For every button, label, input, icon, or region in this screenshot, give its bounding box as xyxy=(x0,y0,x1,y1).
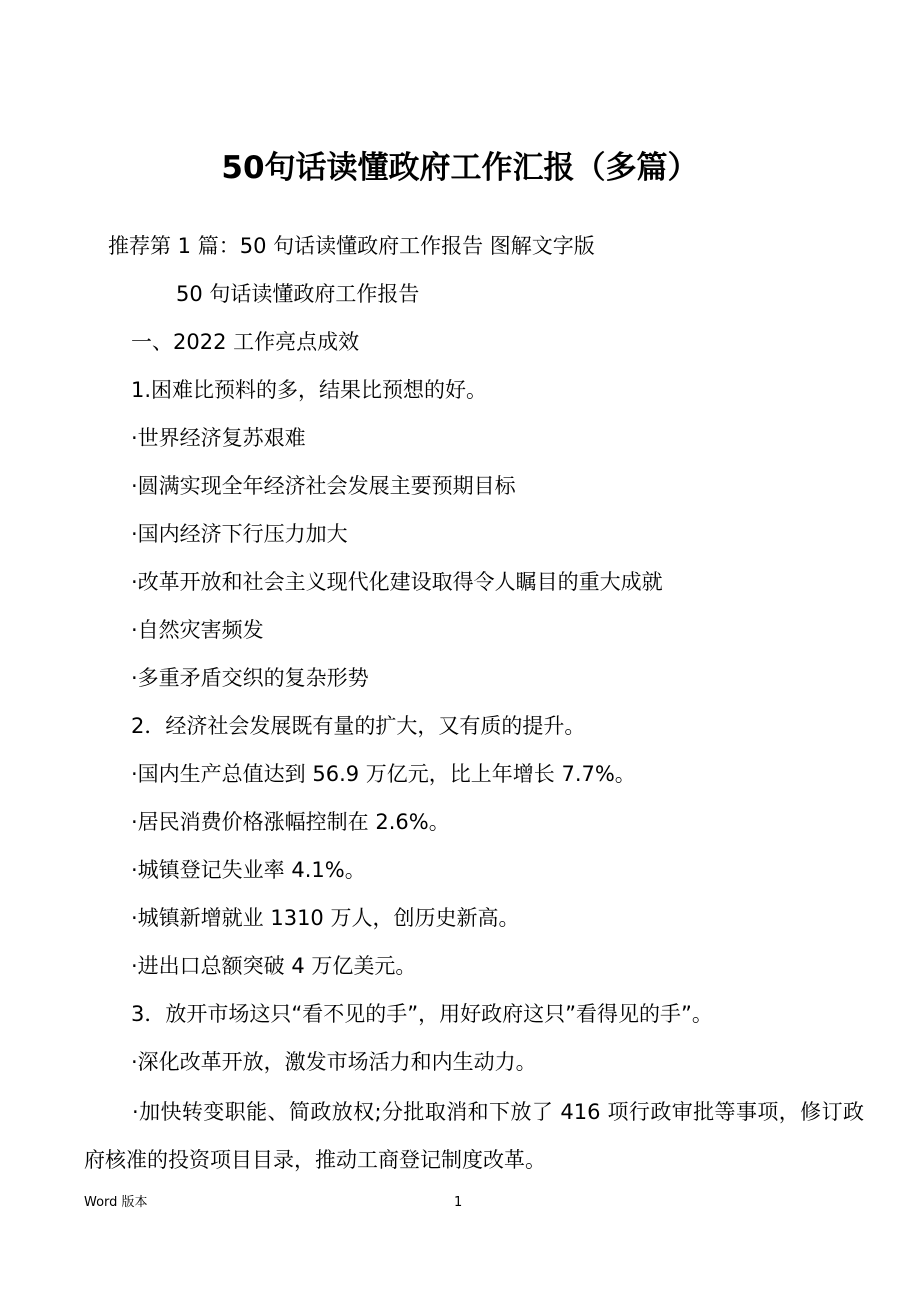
list-item: ·进出口总额突破 4 万亿美元。 xyxy=(131,954,417,978)
list-item: ·改革开放和社会主义现代化建设取得令人瞩目的重大成就 xyxy=(131,570,663,594)
list-heading-2: 2．经济社会发展既有量的扩大，又有质的提升。 xyxy=(131,714,586,738)
list-item: ·自然灾害频发 xyxy=(131,618,264,642)
document-title: 50句话读懂政府工作汇报（多篇） xyxy=(221,150,699,186)
list-heading-1: 1.困难比预料的多，结果比预想的好。 xyxy=(131,378,488,402)
list-item: ·居民消费价格涨幅控制在 2.6%。 xyxy=(131,810,450,834)
list-item: ·城镇登记失业率 4.1%。 xyxy=(131,858,366,882)
list-heading-3: 3．放开市场这只“看不见的手”，用好政府这只”看得见的手”。 xyxy=(131,1002,713,1026)
list-item: ·多重矛盾交织的复杂形势 xyxy=(131,666,369,690)
recommend-line: 推荐第 1 篇：50 句话读懂政府工作报告 图解文字版 xyxy=(108,234,595,258)
body-paragraph: ·加快转变职能、简政放权;分批取消和下放了 416 项行政审批等事项，修订政府核准的投资项目目录，推动工商登记制度改革。 xyxy=(84,1100,864,1172)
list-item: ·圆满实现全年经济社会发展主要预期目标 xyxy=(131,474,516,498)
list-item: ·国内经济下行压力加大 xyxy=(131,522,348,546)
list-item: ·深化改革开放，激发市场活力和内生动力。 xyxy=(131,1050,537,1074)
list-item: ·国内生产总值达到 56.9 万亿元，比上年增长 7.7%。 xyxy=(131,762,636,786)
section-heading: 一、2022 工作亮点成效 xyxy=(131,330,360,354)
report-subtitle: 50 句话读懂政府工作报告 xyxy=(176,282,420,306)
list-item: ·世界经济复苏艰难 xyxy=(131,426,306,450)
page-number: 1 xyxy=(454,1195,463,1210)
footer-label: Word 版本 xyxy=(84,1195,148,1210)
list-item: ·城镇新增就业 1310 万人，创历史新高。 xyxy=(131,906,520,930)
